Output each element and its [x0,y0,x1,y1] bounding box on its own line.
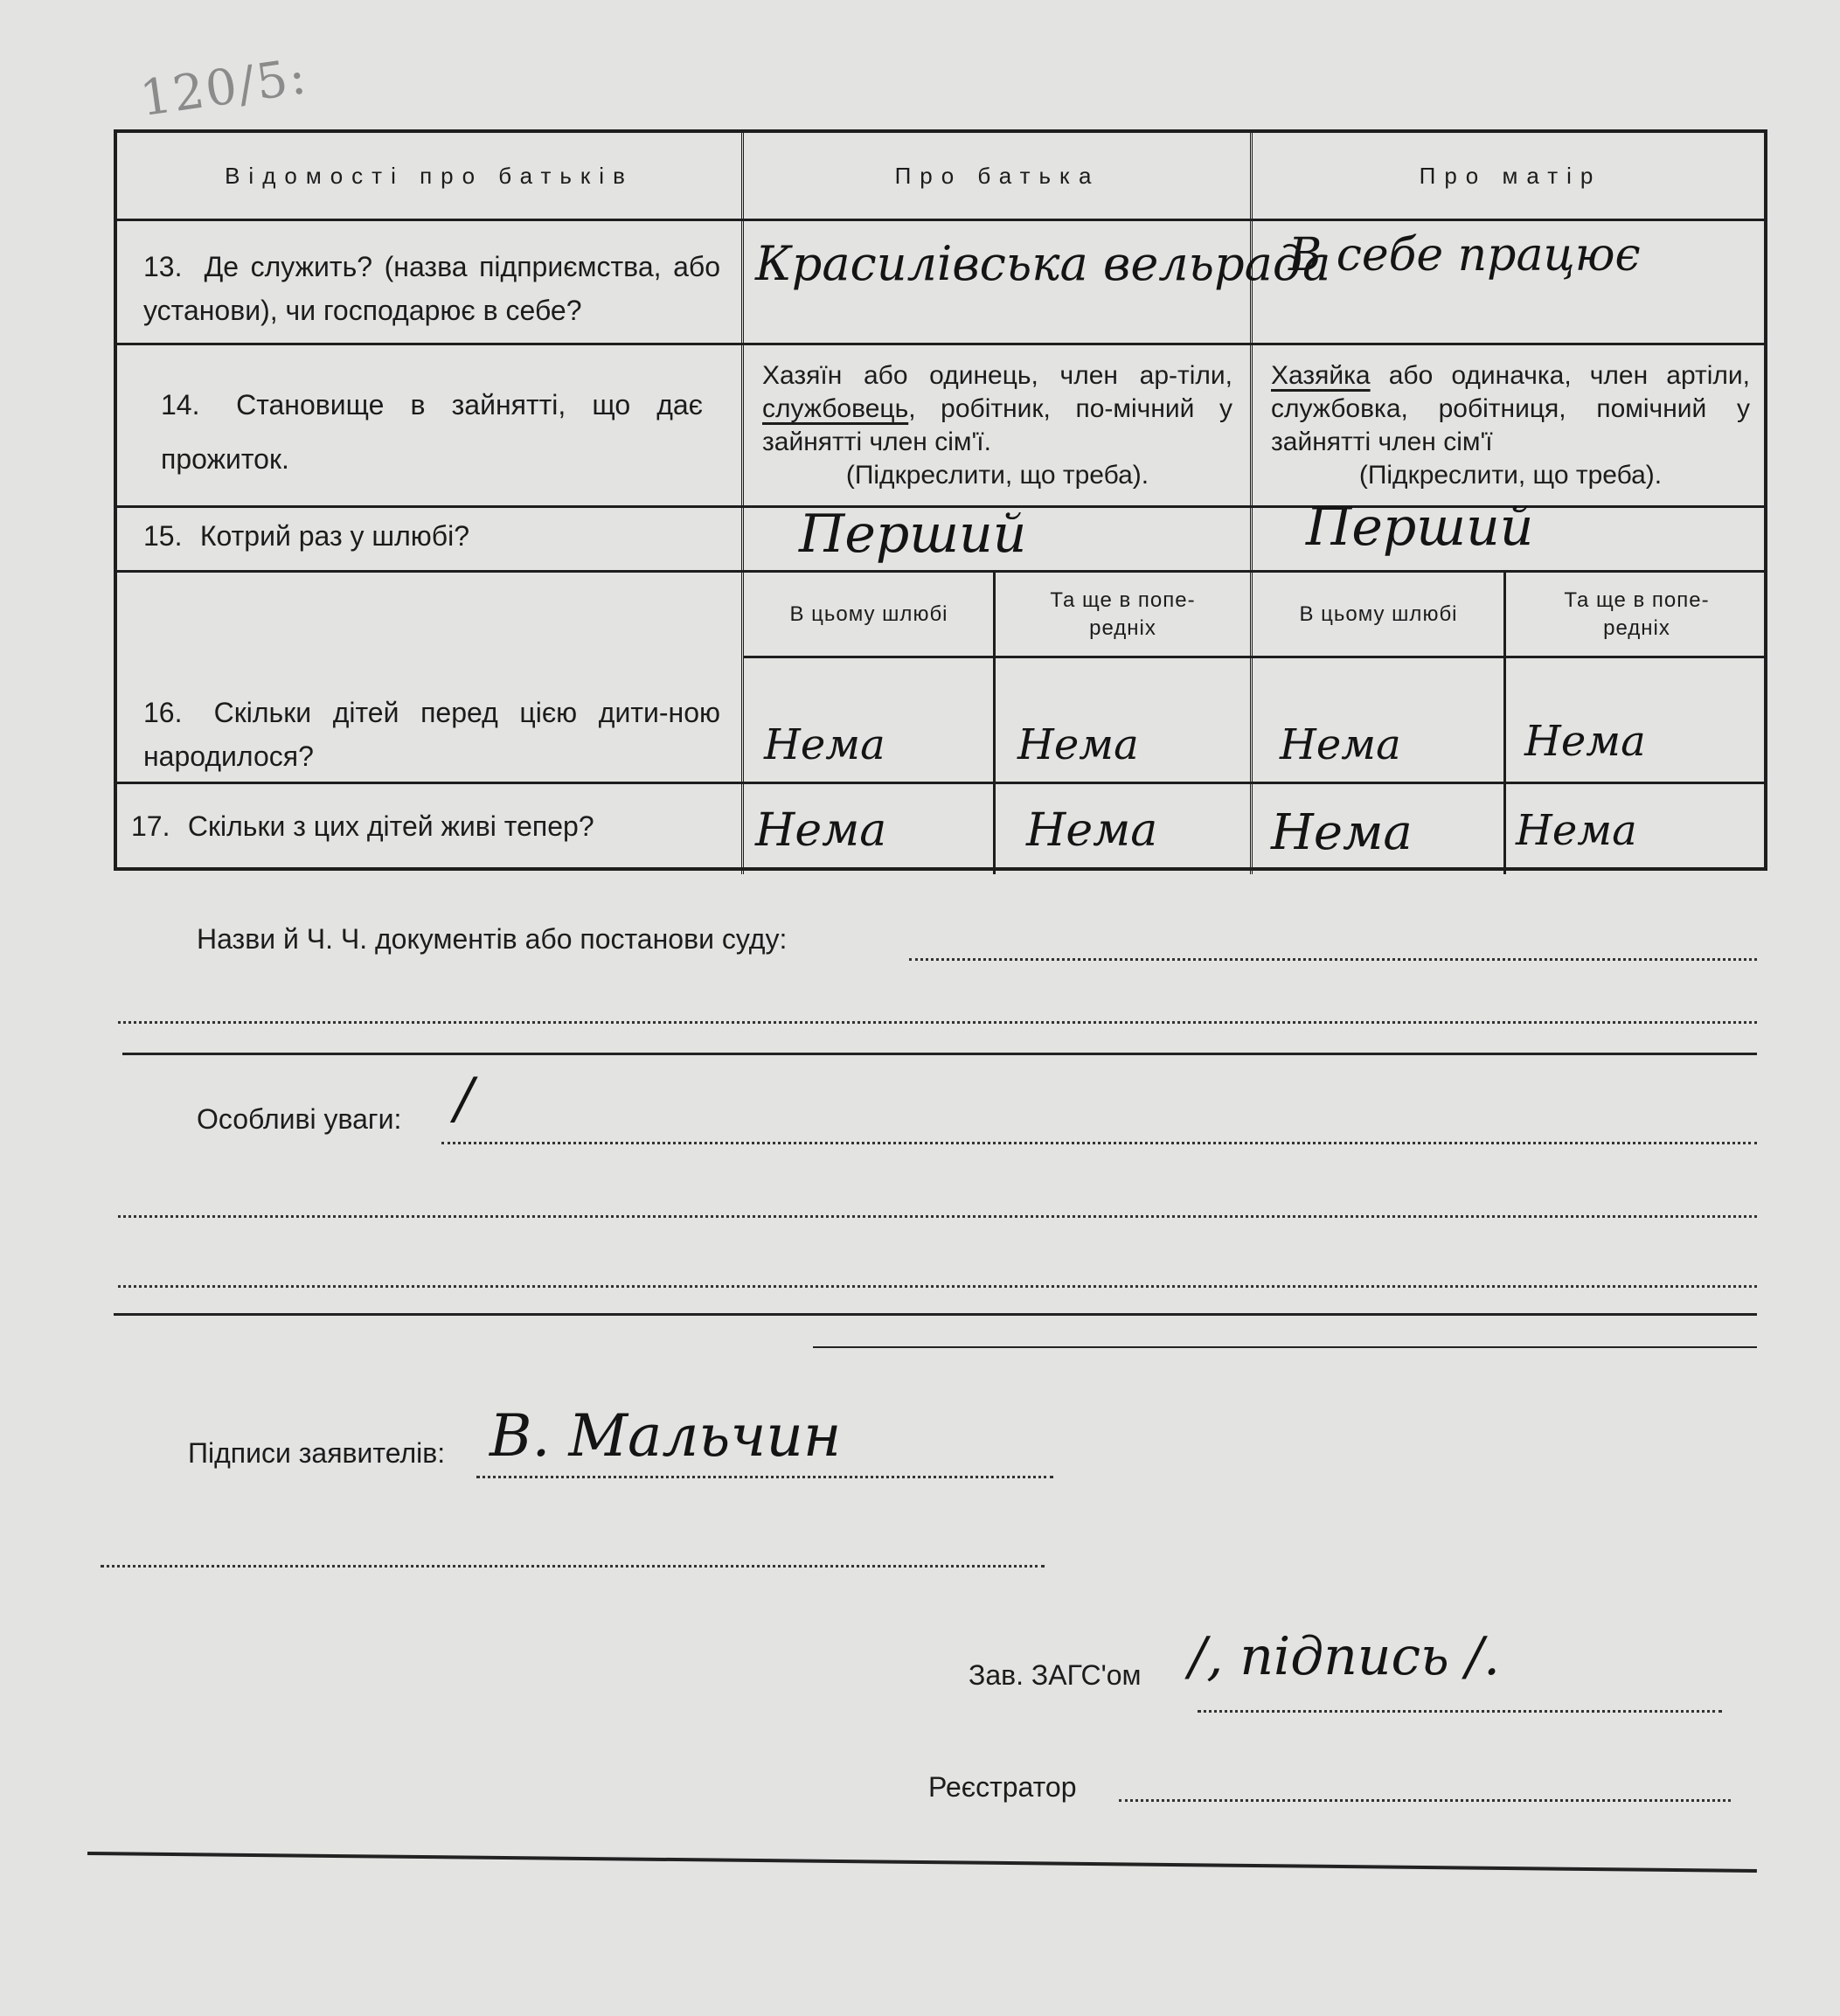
q14-father-options [745,346,1250,505]
q17-father-this-marriage: Нема [755,804,887,857]
father-option-text-a: Хазяїн або одинець, член ар-тіли, [762,361,1232,390]
subheader-mother-previous: Та ще в попе-редніх [1564,588,1710,640]
remarks-line-3 [118,1285,1757,1288]
header-parents-info: Відомості про батьків [225,162,634,189]
q15-father-answer: Перший [799,504,1027,565]
q16-mother-this-marriage: Нема [1280,720,1401,769]
documents-label: Назви й Ч. Ч. документів або постанови суду: [197,923,788,955]
q16-father-this-marriage: Нема [764,720,885,769]
remarks-line-2 [118,1215,1757,1218]
q13-mother-answer: В себе працює [1288,229,1641,282]
header-about-father: Про батька [894,162,1101,189]
remarks-value: / [455,1067,474,1131]
remarks-line [441,1142,1757,1144]
question-16 [143,691,720,778]
q16-mother-previous: Нема [1524,717,1646,766]
documents-line [909,958,1757,961]
father-option-text-b: , робітник, по-мічний у зайнятті член сім'ї. [762,394,1232,456]
remarks-label: Особливі уваги: [197,1103,402,1135]
mother-option-underlined: Хазяйка [1271,361,1371,390]
mother-option-text: або одиначка, член артіли, службовка, робітниця, помічний у зайнятті член сім'ї [1271,361,1750,456]
question-15 [143,514,720,558]
question-text: Де служить? (назва підприємства, або установи), чи господарює в себе? [143,251,721,326]
question-text: Скільки дітей перед цією дити-ною народилося? [143,697,721,772]
parents-info-table [114,129,1767,871]
separator-rule [813,1346,1757,1348]
subheader-father-this-marriage: В цьому шлюбі [789,602,948,626]
zags-line [1198,1710,1722,1713]
header-about-mother: Про матір [1419,162,1602,189]
registrar-label: Реєстратор [928,1771,1077,1803]
question-number: 15. [143,520,183,552]
q17-father-previous: Нема [1026,804,1158,857]
q17-mother-previous: Нема [1516,806,1637,855]
q17-mother-this-marriage: Нема [1271,804,1413,861]
zags-head-signature: /, підпись /. [1189,1626,1501,1687]
question-number: 14. [161,389,200,421]
question-text: Скільки з цих дітей живі тепер? [187,810,594,842]
question-text: Становище в зайнятті, що дає прожиток. [161,389,703,475]
question-13 [143,245,720,332]
signatures-line-2 [101,1565,1045,1568]
question-number: 17. [131,810,170,842]
separator-rule [122,1053,1757,1055]
archive-number: 120/5: [136,47,311,129]
question-number: 13. [143,251,183,282]
question-17 [131,804,726,848]
father-option-note: (Підкреслити, що треба). [845,461,1149,490]
applicants-signature: В. Мальчин [490,1402,842,1470]
bottom-rule [87,1852,1757,1873]
zags-head-label: Зав. ЗАГС'ом [969,1659,1142,1691]
separator-rule [114,1313,1757,1316]
registrar-line [1119,1799,1731,1802]
mother-option-note: (Підкреслити, що треба). [1358,461,1663,490]
q13-father-answer: Красилівська вельрада [755,236,1331,291]
q16-father-previous: Нема [1017,720,1139,769]
question-14 [161,378,703,486]
q15-mother-answer: Перший [1306,497,1534,558]
signatures-label: Підписи заявителів: [188,1437,446,1469]
subheader-mother-this-marriage: В цьому шлюбі [1299,602,1458,626]
question-text: Котрий раз у шлюбі? [199,520,469,552]
father-option-underlined: службовець [762,394,909,423]
signatures-line [476,1476,1053,1478]
question-number: 16. [143,697,183,728]
q14-mother-options [1253,346,1767,505]
subheader-father-previous: Та ще в попе-редніх [1050,588,1196,640]
documents-line-2 [118,1021,1757,1024]
